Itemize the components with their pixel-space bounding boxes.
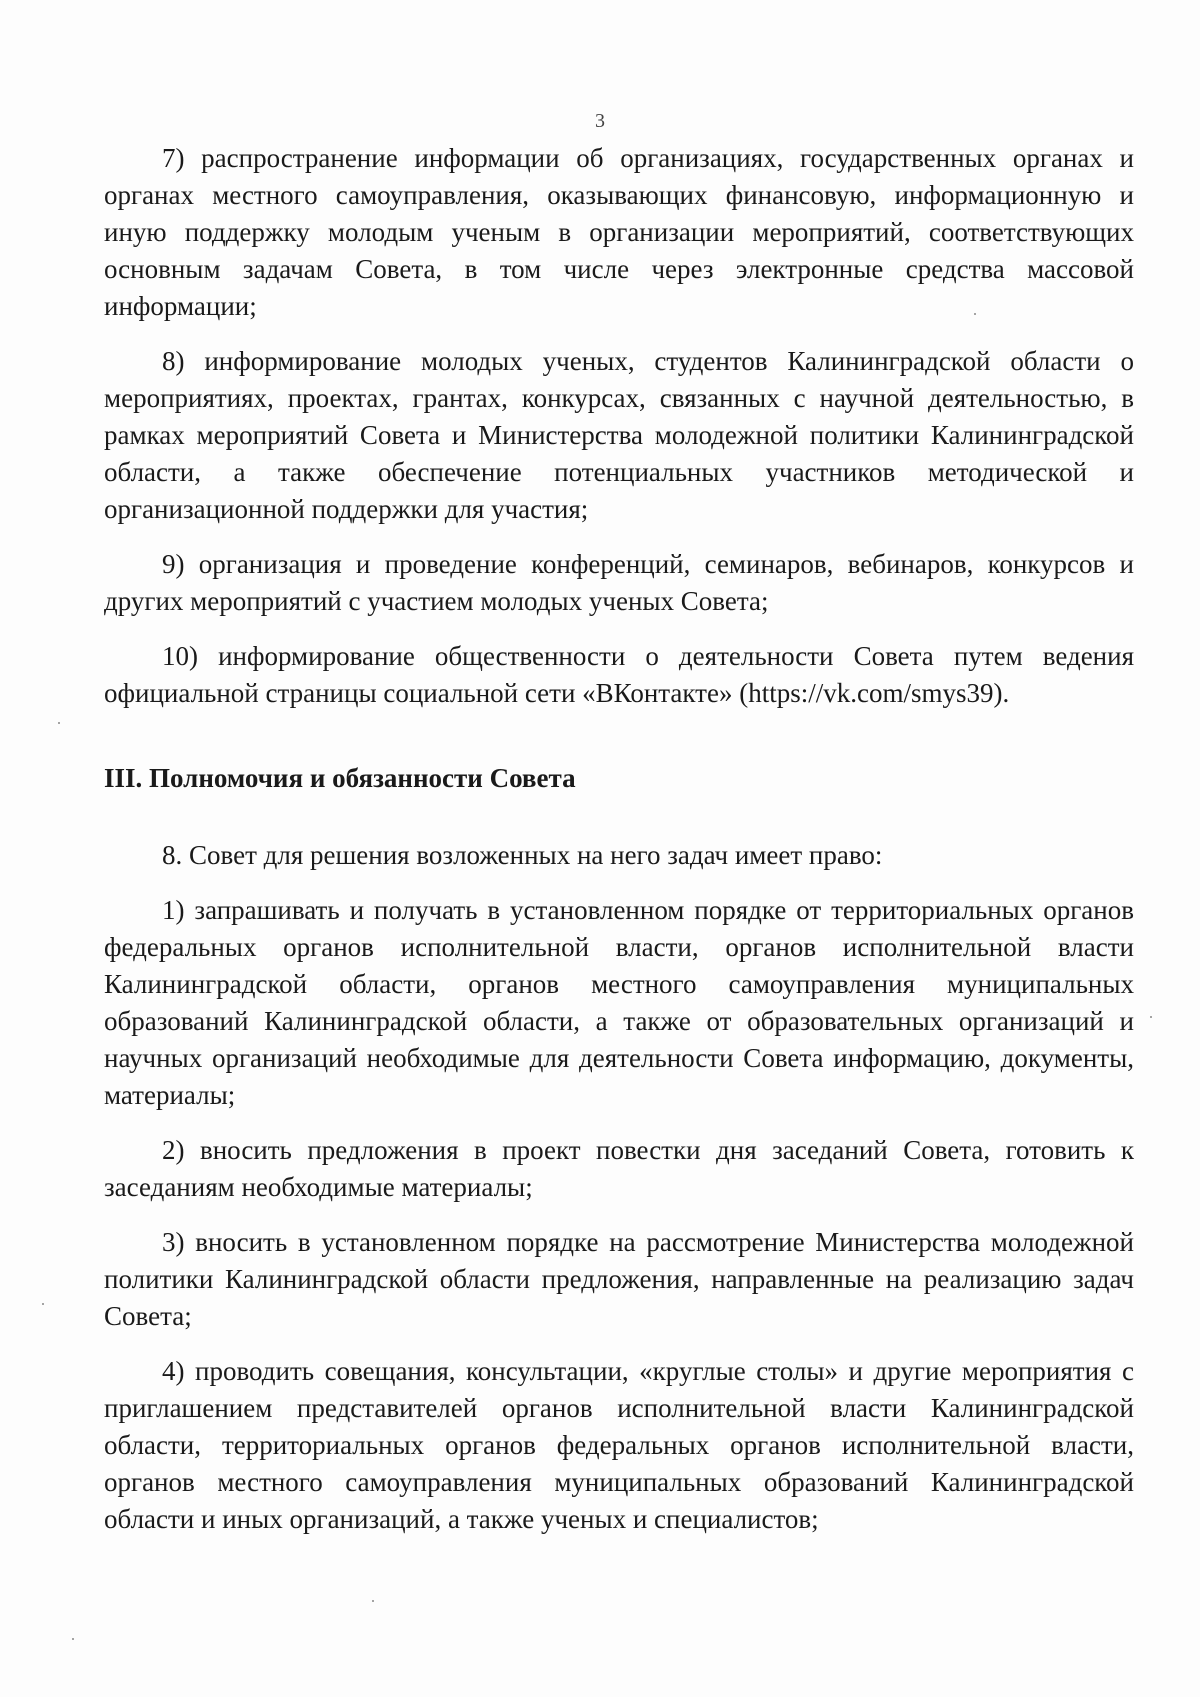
document-body: [104, 140, 1134, 1556]
list-item: 4) проводить совещания, консультации, «круглые столы» и другие мероприятия с приглашением представителей органов исполнительной власти Калининградской области, территориальных органов федеральных органов исполнительной власти, органов местного самоуправления муниципальных образований Калининградской области и иных организаций, а также ученых и специалистов;: [104, 1356, 1134, 1534]
list-item: 2) вносить предложения в проект повестки дня заседаний Совета, готовить к заседаниям необходимые материалы;: [104, 1135, 1134, 1202]
list-item: 1) запрашивать и получать в установленном порядке от территориальных органов федеральных органов исполнительной власти, органов исполнительной власти Калининградской области, органов местного самоуправления муниципальных образований Калининградской области, а также от образовательных организаций и научных организаций необходимые для деятельности Совета информацию, документы, материалы;: [104, 895, 1134, 1110]
scan-speck: [72, 1638, 74, 1640]
list-item: 10) информирование общественности о деятельности Совета путем ведения официальной страницы социальной сети «ВКонтакте» (https://vk.com/smys39).: [104, 641, 1134, 708]
scan-speck: [372, 1600, 374, 1602]
list-item: 3) вносить в установленном порядке на рассмотрение Министерства молодежной политики Калининградской области предложения, направленные на реализацию задач Совета;: [104, 1227, 1134, 1331]
scan-speck: [1150, 1016, 1152, 1018]
scan-speck: [42, 1303, 44, 1305]
section-intro: 8. Совет для решения возложенных на него задач имеет право:: [162, 840, 883, 870]
page-number: 3: [595, 110, 605, 132]
scan-speck: [974, 313, 976, 315]
list-item: 7) распространение информации об организациях, государственных органах и органах местного самоуправления, оказывающих финансовую, информационную и иную поддержку молодым ученым в организации мероприятий, соответствующих основным задачам Совета, в том числе через электронные средства массовой информации;: [104, 143, 1134, 321]
scan-speck: [58, 722, 60, 724]
section-heading: III. Полномочия и обязанности Совета: [104, 763, 576, 793]
list-item: 9) организация и проведение конференций, семинаров, вебинаров, конкурсов и других мероприятий с участием молодых ученых Совета;: [104, 549, 1134, 616]
list-item: 8) информирование молодых ученых, студентов Калининградской области о мероприятиях, проектах, грантах, конкурсах, связанных с научной деятельностью, в рамках мероприятий Совета и Министерства молодежной политики Калининградской области, а также обеспечение потенциальных участников методической и организационной поддержки для участия;: [104, 346, 1134, 524]
